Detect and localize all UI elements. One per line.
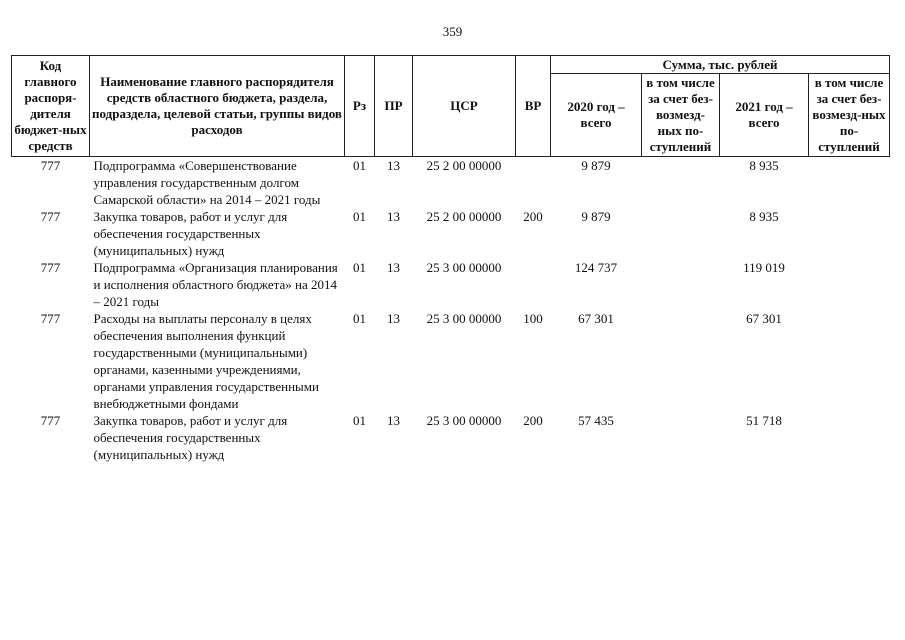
row-2020-free bbox=[642, 208, 720, 259]
row-2021-total: 67 301 bbox=[746, 311, 782, 326]
row-vr bbox=[516, 259, 551, 310]
row-2021-free bbox=[809, 412, 890, 463]
row-2020-total: 57 435 bbox=[578, 413, 614, 428]
table-row bbox=[12, 310, 890, 412]
row-name: Расходы на выплаты персоналу в целях обеспечения выполнения функций государственными (муниципальными) органами, казенными учреждениями, органами управления государственными внебюджетными фондами bbox=[93, 311, 319, 411]
header-csr: ЦСР bbox=[413, 56, 516, 157]
row-2021-total: 8 935 bbox=[749, 158, 779, 173]
row-2020-free bbox=[642, 157, 720, 209]
header-2021-free: в том числе за счет без-возмезд-ных по-ступлений bbox=[809, 74, 890, 157]
row-2021-free bbox=[809, 157, 890, 209]
row-2020-total: 67 301 bbox=[578, 311, 614, 326]
row-vr: 100 bbox=[523, 311, 543, 326]
header-vr: ВР bbox=[516, 56, 551, 157]
row-2020-total: 9 879 bbox=[581, 158, 611, 173]
row-pr: 13 bbox=[387, 413, 400, 428]
row-rz: 01 bbox=[353, 158, 366, 173]
row-code: 777 bbox=[40, 260, 61, 275]
table-row bbox=[12, 157, 890, 209]
row-2021-free bbox=[809, 310, 890, 412]
header-rz: Рз bbox=[345, 56, 375, 157]
row-pr: 13 bbox=[387, 158, 400, 173]
row-csr: 25 2 00 00000 bbox=[426, 209, 502, 224]
row-rz: 01 bbox=[353, 413, 366, 428]
row-2020-free bbox=[642, 310, 720, 412]
row-csr: 25 3 00 00000 bbox=[426, 413, 502, 428]
row-csr: 25 3 00 00000 bbox=[426, 260, 502, 275]
row-2020-total: 9 879 bbox=[581, 209, 611, 224]
table-header bbox=[12, 56, 890, 157]
row-2021-free bbox=[809, 208, 890, 259]
row-name: Подпрограмма «Совершенствование управления государственным долгом Самарской области» на 2014 – 2021 годы bbox=[93, 158, 321, 207]
row-code: 777 bbox=[40, 158, 61, 173]
row-name: Подпрограмма «Организация планирования и исполнения областного бюджета» на 2014 – 2021 годы bbox=[93, 260, 338, 309]
row-2020-total: 124 737 bbox=[574, 260, 618, 275]
row-name: Закупка товаров, работ и услуг для обеспечения государственных (муниципальных) нужд bbox=[93, 413, 288, 462]
header-2020-total: 2020 год – всего bbox=[551, 74, 642, 157]
row-vr: 200 bbox=[523, 209, 543, 224]
row-rz: 01 bbox=[353, 311, 366, 326]
row-code: 777 bbox=[40, 413, 61, 428]
row-2020-free bbox=[642, 259, 720, 310]
row-code: 777 bbox=[40, 311, 61, 326]
header-pr: ПР bbox=[375, 56, 413, 157]
row-2021-total: 51 718 bbox=[746, 413, 782, 428]
header-sum: Сумма, тыс. рублей bbox=[551, 56, 890, 74]
row-rz: 01 bbox=[353, 260, 366, 275]
row-2020-free bbox=[642, 412, 720, 463]
row-csr: 25 3 00 00000 bbox=[426, 311, 502, 326]
row-vr bbox=[516, 157, 551, 209]
row-vr: 200 bbox=[523, 413, 543, 428]
table-body bbox=[12, 157, 890, 464]
row-pr: 13 bbox=[387, 311, 400, 326]
row-pr: 13 bbox=[387, 209, 400, 224]
row-rz: 01 bbox=[353, 209, 366, 224]
page-number: 359 bbox=[442, 24, 463, 39]
row-csr: 25 2 00 00000 bbox=[426, 158, 502, 173]
row-2021-total: 8 935 bbox=[749, 209, 779, 224]
row-pr: 13 bbox=[387, 260, 400, 275]
header-code: Код главного распоря-дителя бюджет-ных средств bbox=[12, 56, 90, 157]
budget-table bbox=[11, 55, 890, 463]
row-2021-free bbox=[809, 259, 890, 310]
table-row bbox=[12, 259, 890, 310]
row-2021-total: 119 019 bbox=[743, 260, 785, 275]
row-name: Закупка товаров, работ и услуг для обеспечения государственных (муниципальных) нужд bbox=[93, 209, 288, 258]
header-name: Наименование главного распорядителя средств областного бюджета, раздела, подраздела, целевой статьи, группы видов расходов bbox=[90, 56, 345, 157]
table-row bbox=[12, 208, 890, 259]
table-row bbox=[12, 412, 890, 463]
header-2021-total: 2021 год – всего bbox=[720, 74, 809, 157]
header-2020-free: в том числе за счет без-возмезд-ных по-ступлений bbox=[642, 74, 720, 157]
row-code: 777 bbox=[40, 209, 61, 224]
